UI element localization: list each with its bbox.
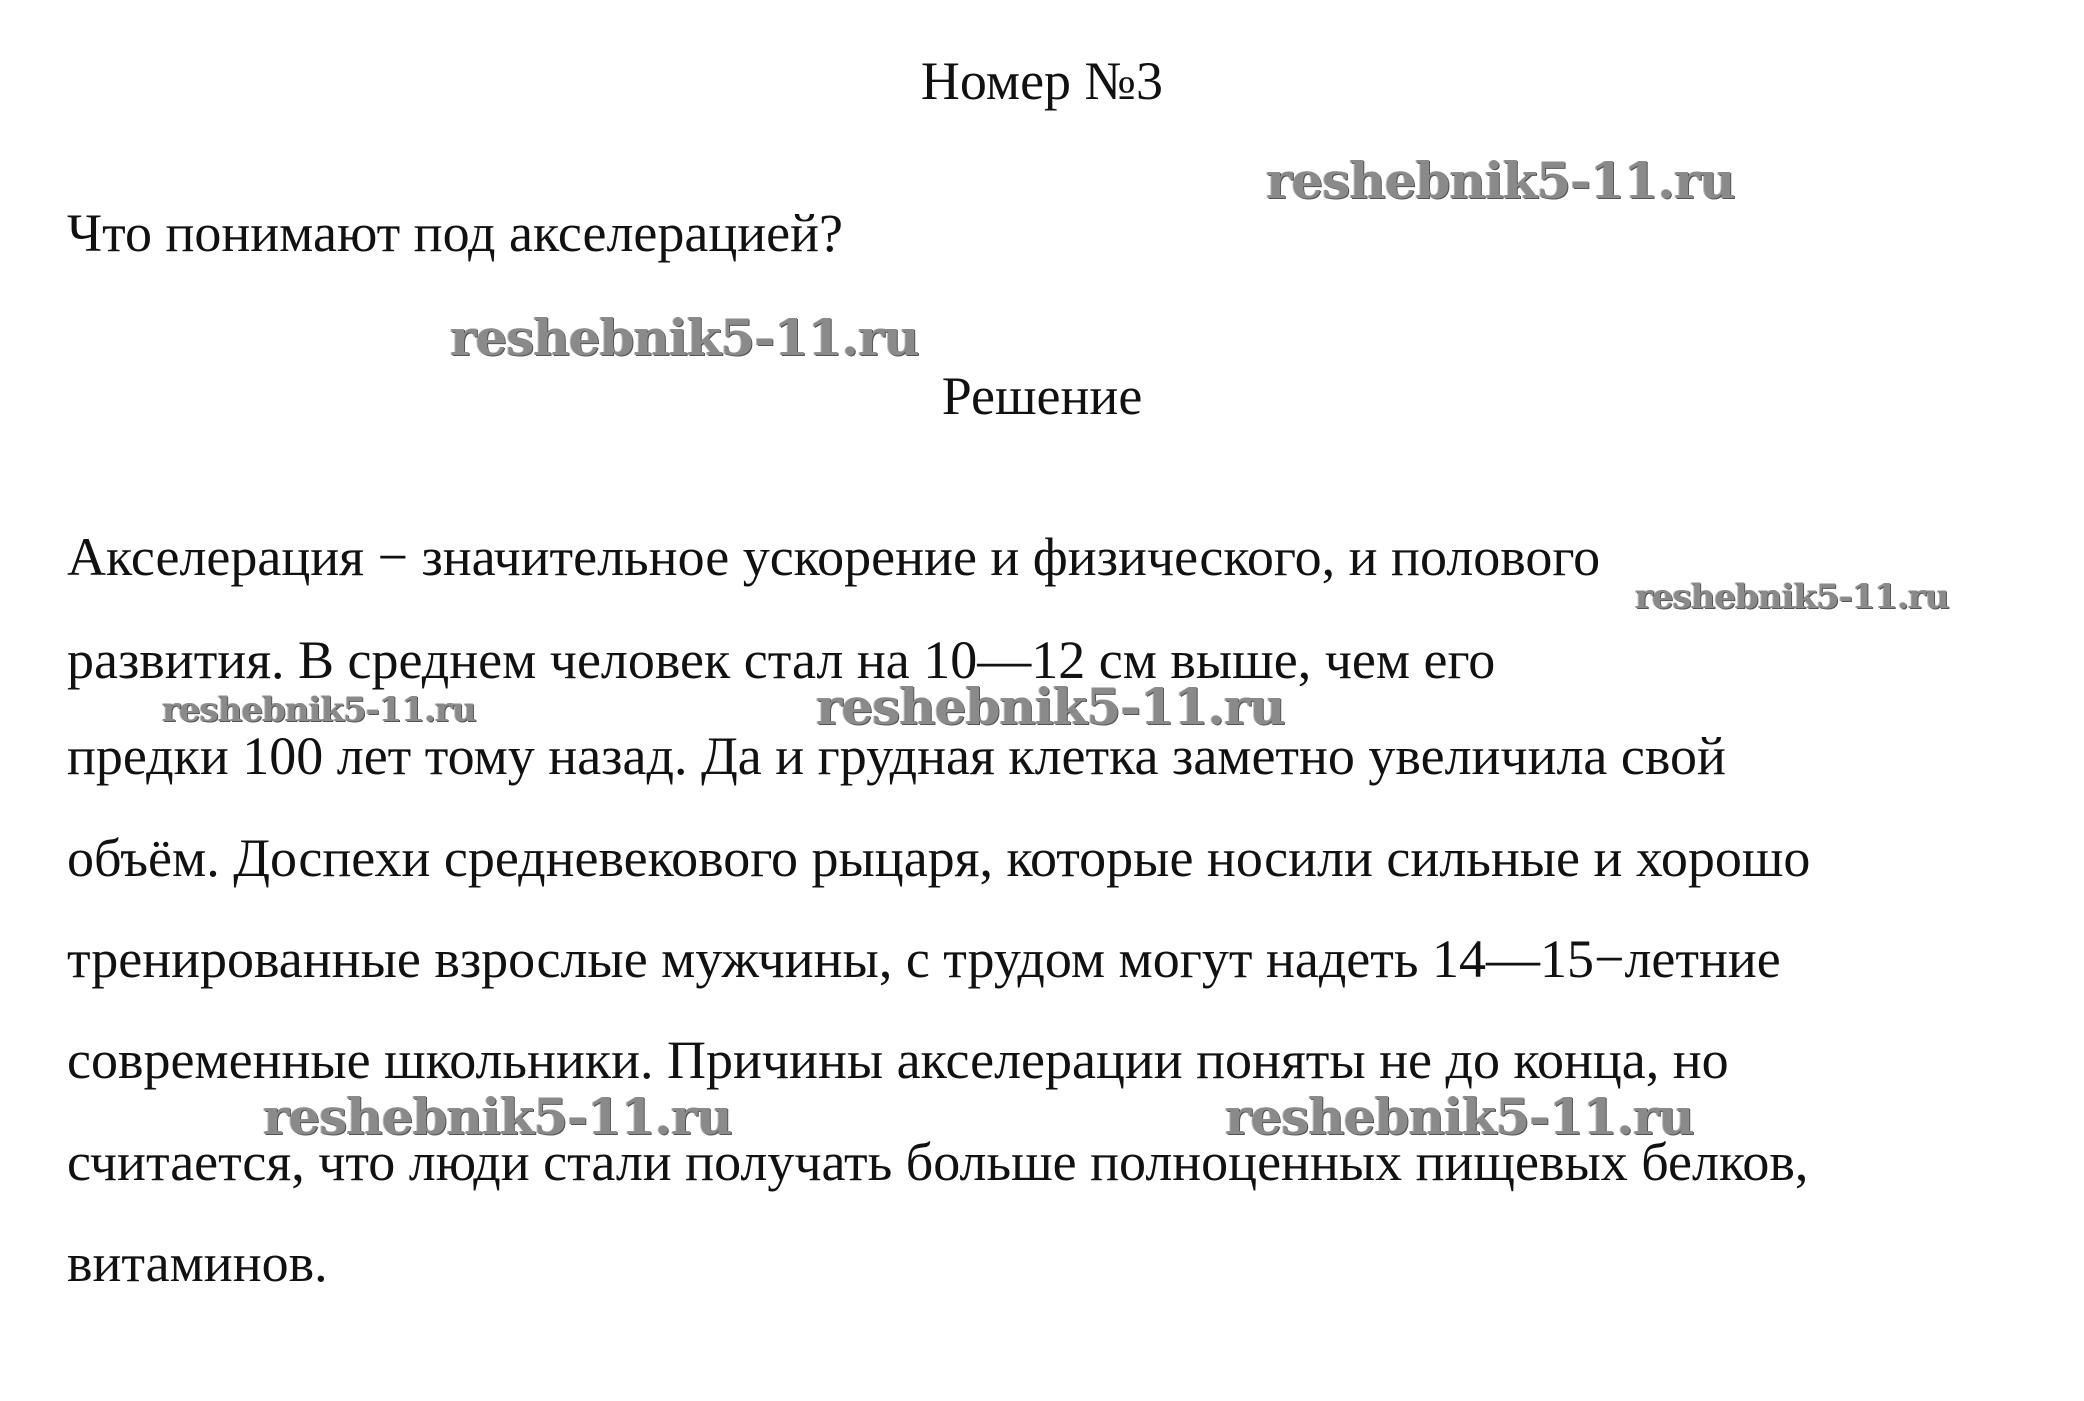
answer-line: объём. Доспехи средневекового рыцаря, которые носили сильные и хорошо xyxy=(67,828,1811,888)
watermark: reshebnik5-11.ru xyxy=(1635,577,1949,617)
watermark: reshebnik5-11.ru xyxy=(162,690,476,730)
answer-line: считается, что люди стали получать больше полноценных пищевых белков, xyxy=(67,1132,1809,1192)
answer-line: Акселерация − значительное ускорение и физического, и полового xyxy=(67,527,1601,587)
question-text: Что понимают под акселерацией? xyxy=(67,203,843,263)
answer-line: развития. В среднем человек стал на 10—12 см выше, чем его xyxy=(67,630,1496,690)
problem-title: Номер №3 xyxy=(920,51,1164,111)
watermark: reshebnik5-11.ru xyxy=(1266,151,1735,210)
answer-line: современные школьники. Причины акселерации поняты не до конца, но xyxy=(67,1030,1729,1090)
solution-heading: Решение xyxy=(941,366,1143,426)
answer-line: тренированные взрослые мужчины, с трудом могут надеть 14—15−летние xyxy=(67,929,1781,989)
watermark: reshebnik5-11.ru xyxy=(450,308,919,367)
watermark: reshebnik5-11.ru xyxy=(263,1087,732,1146)
answer-line: витаминов. xyxy=(67,1233,328,1293)
watermark: reshebnik5-11.ru xyxy=(1225,1087,1694,1146)
answer-line: предки 100 лет тому назад. Да и грудная клетка заметно увеличила свой xyxy=(67,726,1726,786)
watermark: reshebnik5-11.ru xyxy=(816,677,1285,736)
